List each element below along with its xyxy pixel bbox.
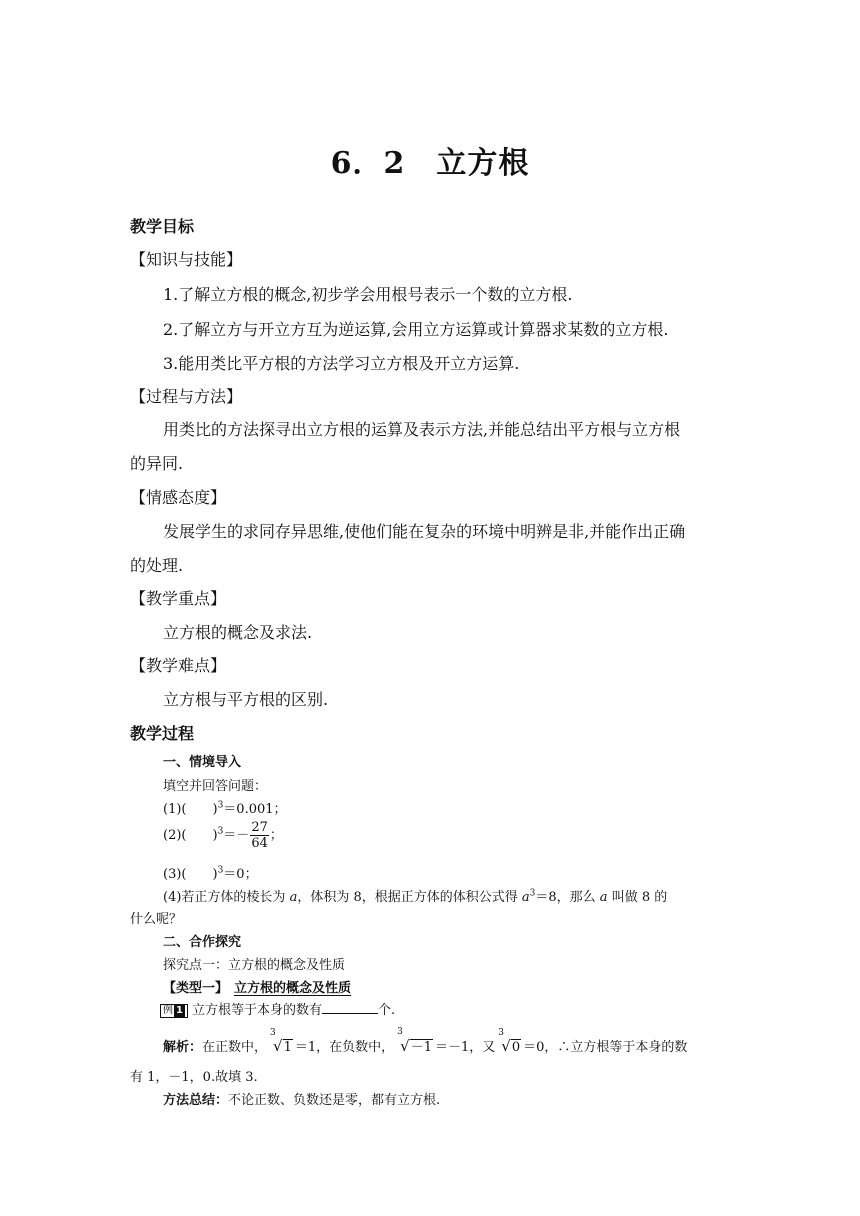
knowledge-heading: 【知识与技能】 [130,250,243,269]
section-2-heading: 二、合作探究 [163,935,242,950]
process-method-line-1: 用类比的方法探寻出立方根的运算及表示方法,并能总结出平方根与立方根 [163,420,681,439]
key-point-text: 立方根的概念及求法. [163,623,313,642]
section-1-heading: 一、情境导入 [163,755,242,770]
knowledge-item-2: 2.了解立方与开立方互为逆运算,会用立方运算或计算器求某数的立方根. [163,320,669,339]
question-4-line-2: 什么呢？ [130,912,183,927]
process-method-heading: 【过程与方法】 [130,387,243,406]
fraction: $\frac{27}{64}$ [251,820,268,851]
emotion-line-2: 的处理. [130,556,184,575]
objectives-heading: 教学目标 [130,217,195,236]
question-1: (1)( )$^3$＝0.001； [163,800,287,817]
answer-blank [322,1001,378,1014]
difficult-point-text: 立方根与平方根的区别. [163,690,329,709]
cube-root-0: 3 √0 [498,1028,521,1055]
teaching-process-heading: 教学过程 [130,724,195,743]
process-method-line-2: 的异同. [130,454,184,473]
page-title: 6．2 立方根 [330,146,530,181]
exploration-point-1: 探究点一：立方根的概念及性质 [163,958,346,973]
emotion-line-1: 发展学生的求同存异思维,使他们能在复杂的环境中明辨是非,并能作出正确 [163,522,686,541]
analysis-line-1: 解析：在正数中， 3 √1 ＝1，在负数中， 3 √－1 ＝－1，又 3 √0 ＝0，∴立方根等于本身的数 [163,1027,688,1055]
intro-text: 填空并回答问题： [163,779,268,794]
key-point-heading: 【教学重点】 [130,589,227,608]
example-badge: 例 1 [160,1004,188,1018]
method-summary: 方法总结：不论正数、负数还是零，都有立方根. [163,1093,441,1108]
question-4: (4)若正方体的棱长为 a，体积为 8，根据正方体的体积公式得 $a^3=8$，那么 a 叫做 8 的 [163,888,668,905]
cube-root-1: 3 √1 [270,1028,292,1055]
type-1-heading: 【类型一】 立方根的概念及性质 [163,981,352,996]
cube-root-neg-1: 3 √－1 [397,1027,432,1055]
question-3: (3)( )$^3$＝0； [163,865,258,882]
example-1: 例 1 立方根等于本身的数有 个. [160,999,395,1018]
emotion-heading: 【情感态度】 [130,488,227,507]
analysis-line-2: 有 1，－1，0.故填 3. [130,1070,258,1085]
knowledge-item-3: 3.能用类比平方根的方法学习立方根及开立方运算. [163,354,520,373]
knowledge-item-1: 1.了解立方根的概念,初步学会用根号表示一个数的立方根. [163,285,573,304]
difficult-point-heading: 【教学难点】 [130,656,227,675]
question-2: (2)( )$^3$＝－ $\frac{27}{64}$ ； [163,820,283,851]
